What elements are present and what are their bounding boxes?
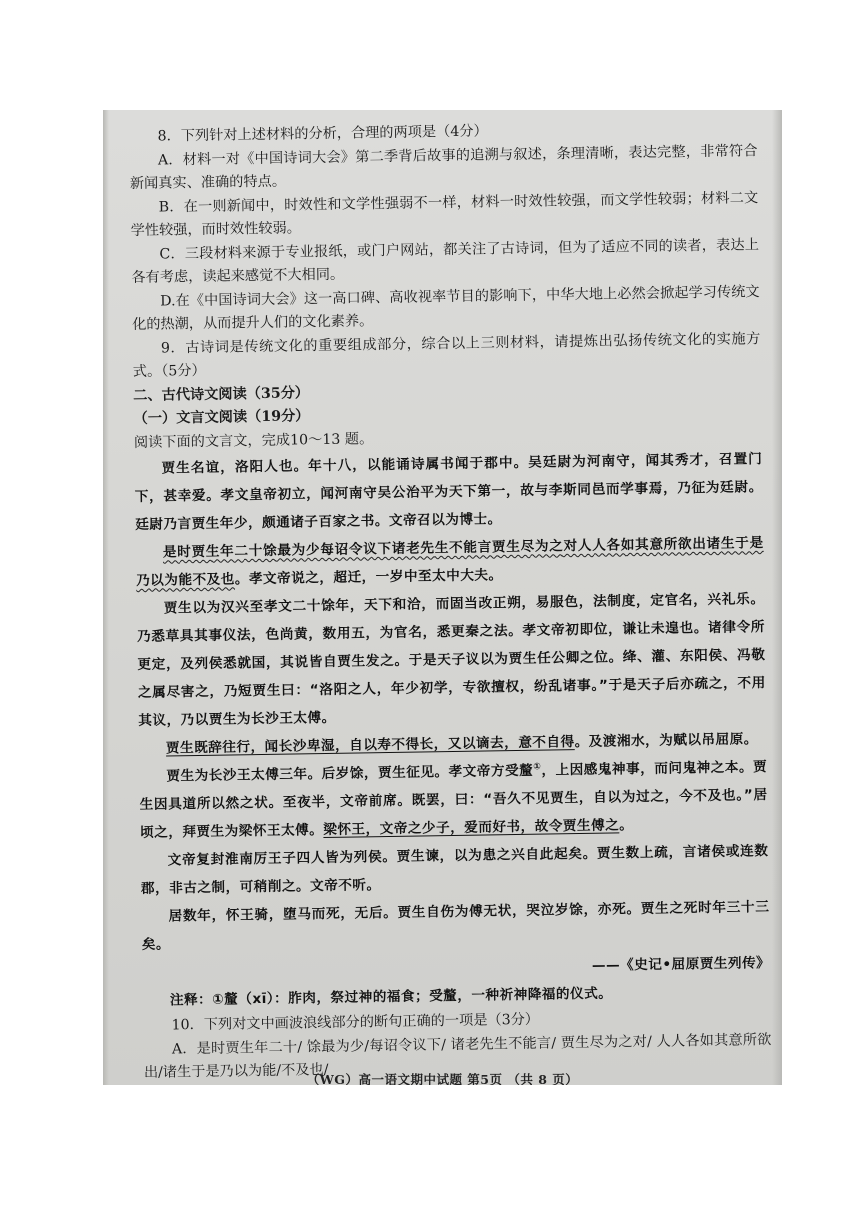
passage-annotation: 注释：①釐（xī）：胙肉，祭过神的福食；受釐，一种祈神降福的仪式。 bbox=[169, 985, 613, 1009]
passage-paragraph-2-tail: 。孝文帝说之，超迁，一岁中至太中大夫。 bbox=[234, 567, 503, 588]
question-9: 9．古诗词是传统文化的重要组成部分，综合以上三则材料，请提炼出弘扬传统文化的实施方式。（5分） bbox=[132, 330, 761, 380]
passage-paragraph-5-head: 贾生为长沙王太傅三年。后岁馀，贾生征见。孝文帝方受釐 bbox=[166, 762, 534, 785]
question-8-option-c: C．三段材料来源于专业报纸，或门户网站，都关注了古诗词，但为了适应不同的读者，表达上各有考虑，读起来感觉不大相同。 bbox=[131, 236, 760, 286]
question-10-stem: 10．下列对文中画波浪线部分的断句正确的一项是（3分） bbox=[171, 1011, 540, 1034]
question-8-option-d: D.在《中国诗词大会》这一高口碑、高收视率节目的影响下，中华大地上必然会掀起学习传统文化的热潮，从而提升人们的文化素养。 bbox=[132, 283, 760, 333]
page-shadow-left bbox=[103, 110, 109, 1085]
underlined-sentence-2: 梁怀王，文帝之少子，爱而好书，故令贾生傅之 bbox=[323, 817, 620, 839]
footnote-marker: ① bbox=[533, 762, 542, 773]
page-footer: （WG）高一语文期中试题 第5页 （共 8 页） bbox=[306, 1072, 579, 1085]
question-8-stem: 8．下列针对上述材料的分析，合理的两项是（4分） bbox=[157, 123, 488, 145]
classical-passage bbox=[134, 445, 771, 1015]
passage-paragraph-5-end: 。 bbox=[619, 817, 634, 834]
section-title: 二、古代诗文阅读（35分） bbox=[133, 384, 310, 404]
passage-paragraph-1: 贾生名谊，洛阳人也。年十八，以能诵诗属书闻于郡中。吴廷尉为河南守，闻其秀才，召置门下，甚幸爱。孝文皇帝初立，闻河南守吴公治平为天下第一，故与李斯同邑而学事焉，乃征为廷尉。廷尉乃言贾生年少，颇通诸子百家之书。文帝召以为博士。 bbox=[134, 451, 763, 533]
underlined-sentence-1: 贾生既辞往行，闻长沙卑湿，自以寿不得长，又以谪去，意不自得 bbox=[165, 734, 575, 757]
reading-instruction: 阅读下面的文言文，完成10～13 题。 bbox=[133, 430, 374, 451]
passage-paragraph-6: 文帝复封淮南厉王子四人皆为列侯。贾生谏，以为患之兴自此起矣。贾生数上疏，言诸侯或连数郡，非古之制，可稍削之。文帝不听。 bbox=[140, 843, 769, 897]
question-8-option-b: B．在一则新闻中，时效性和文学性强弱不一样，材料一时效性较强，而文学性较弱；材料二文学性较强，而时效性较弱。 bbox=[130, 189, 759, 239]
wavy-underlined-sentence: 是时贾生年二十馀最为少每诏令议下诸老先生不能言贾生尽为之对人人各如其意所欲出诸生于是乃以为能不及也 bbox=[136, 535, 764, 589]
subsection-title: （一）文言文阅读（19分） bbox=[133, 408, 310, 427]
page-shadow-right bbox=[772, 110, 782, 1085]
passage-paragraph-5-body: ，上因感鬼神事，而问鬼神之本。贾生因具道所以然之状。至夜半，文帝前席。既罢，曰：“吾久不见贾生，自以为过之，今不及也。”居顷之，拜贾生为梁怀王太傅。 bbox=[139, 759, 768, 841]
page-content bbox=[129, 116, 772, 1085]
passage-paragraph-5 bbox=[139, 753, 768, 847]
scanned-exam-page bbox=[103, 110, 782, 1085]
passage-paragraph-7: 居数年，怀王骑，堕马而死，无后。贾生自伤为傅无状，哭泣岁馀，亦死。贾生之死时年三十三矣。 bbox=[141, 899, 770, 953]
passage-source: ——《史记•屈原贾生列传》 bbox=[591, 955, 771, 974]
passage-paragraph-3: 贾生以为汉兴至孝文二十馀年，天下和洽，而固当改正朔，易服色，法制度，定官名，兴礼乐。乃悉草具其事仪法，色尚黄，数用五，为官名，悉更秦之法。孝文帝初即位，谦让未遑也。诸律令所更定，及列侯悉就国，其说皆自贾生发之。于是天子议以为贾生任公卿之位。绛、灌、东阳侯、冯敬之属尽害之，乃短贾生曰：“洛阳之人，年少初学，专欲擅权，纷乱诸事。”于是天子后亦疏之，不用其议，乃以贾生为长沙王太傅。 bbox=[136, 591, 766, 729]
question-10-option-a: A．是时贾生年二十/ 馀最为少/每诏令议下/ 诸老先生不能言/ 贾生尽为之对/ 人人各如其意所欲出/诸生于是乃以为能/不及也/ bbox=[143, 1031, 772, 1081]
passage-paragraph-4-tail: 。及渡湘水，为赋以吊屈原。 bbox=[574, 731, 758, 751]
passage-paragraph-2 bbox=[135, 529, 764, 595]
question-8-option-a: A．材料一对《中国诗词大会》第二季背后故事的追溯与叙述，条理清晰，表达完整，非常符合新闻真实、准确的特点。 bbox=[129, 142, 758, 192]
